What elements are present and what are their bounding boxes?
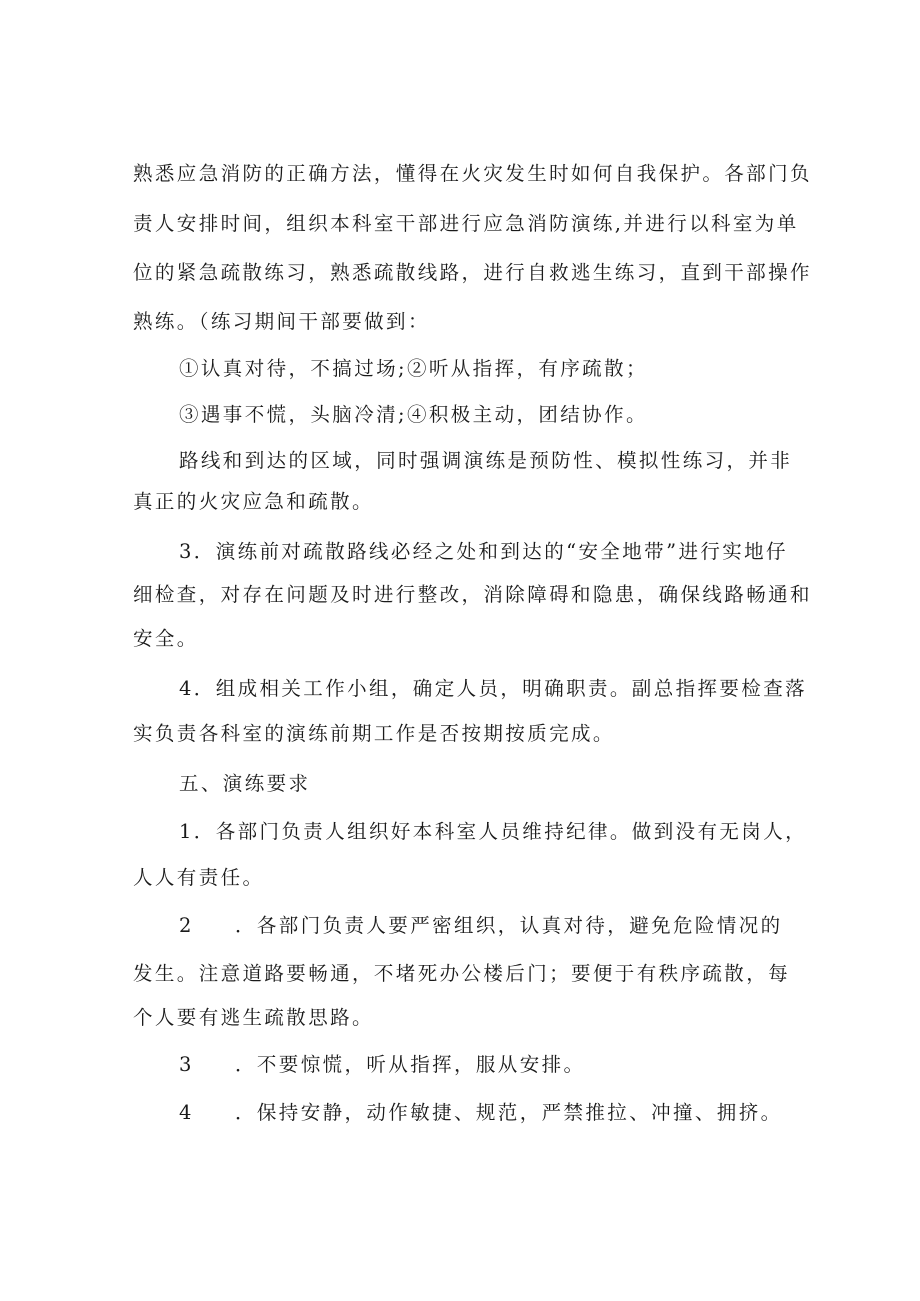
req2-number: 2 (179, 914, 194, 937)
para2-line1: 路线和到达的区域，同时强调演练是预防性、模拟性练习，并非 (179, 449, 793, 472)
req2-line1: ．各部门负责人要严密组织，认真对待，避免危险情况的 (235, 914, 783, 937)
para1-line2: 责人安排时间，组织本科室干部进行应急消防演练,并进行以科室为单 (133, 212, 799, 235)
req2-line3: 个人要有逃生疏散思路。 (133, 1006, 374, 1029)
para4-line1: 4．组成相关工作小组，确定人员，明确职责。副总指挥要检查落 (179, 677, 808, 700)
para3-line1: 3．演练前对疏散路线必经之处和到达的“安全地带”进行实地仔 (179, 540, 788, 563)
para1-line4: 熟练。（练习期间干部要做到： (133, 310, 430, 333)
req3-text: ．不要惊慌，听从指挥，服从安排。 (235, 1053, 586, 1076)
req2-line2: 发生。注意道路要畅通，不堵死办公楼后门；要便于有秩序疏散，每 (133, 962, 791, 985)
para4-line2: 实负责各科室的演练前期工作是否按期按质完成。 (133, 722, 615, 745)
req3-number: 3 (179, 1053, 194, 1076)
para2-line2: 真正的火灾应急和疏散。 (133, 490, 374, 513)
section-heading: 五、演练要求 (179, 772, 311, 795)
req1-line2: 人人有责任。 (133, 866, 265, 889)
list-item-a: ①认真对待，不搞过场;②听从指挥，有序疏散； (179, 357, 648, 380)
para3-line2: 细检查，对存在问题及时进行整改，消除障碍和隐患，确保线路畅通和 (133, 583, 812, 606)
req4-text: ．保持安静，动作敏捷、规范，严禁推拉、冲撞、拥挤。 (235, 1101, 783, 1124)
para1-line3: 位的紧急疏散练习，熟悉疏散线路，进行自救逃生练习，直到干部操作 (133, 261, 812, 284)
list-item-b: ③遇事不慌，头脑冷清;④积极主动，团结协作。 (179, 403, 648, 426)
para1-line1: 熟悉应急消防的正确方法，懂得在火灾发生时如何自我保护。各部门负 (133, 162, 812, 185)
req4-number: 4 (179, 1101, 194, 1124)
req1-line1: 1．各部门负责人组织好本科室人员维持纪律。做到没有无岗人， (179, 820, 808, 843)
para3-line3: 安全。 (133, 627, 199, 650)
